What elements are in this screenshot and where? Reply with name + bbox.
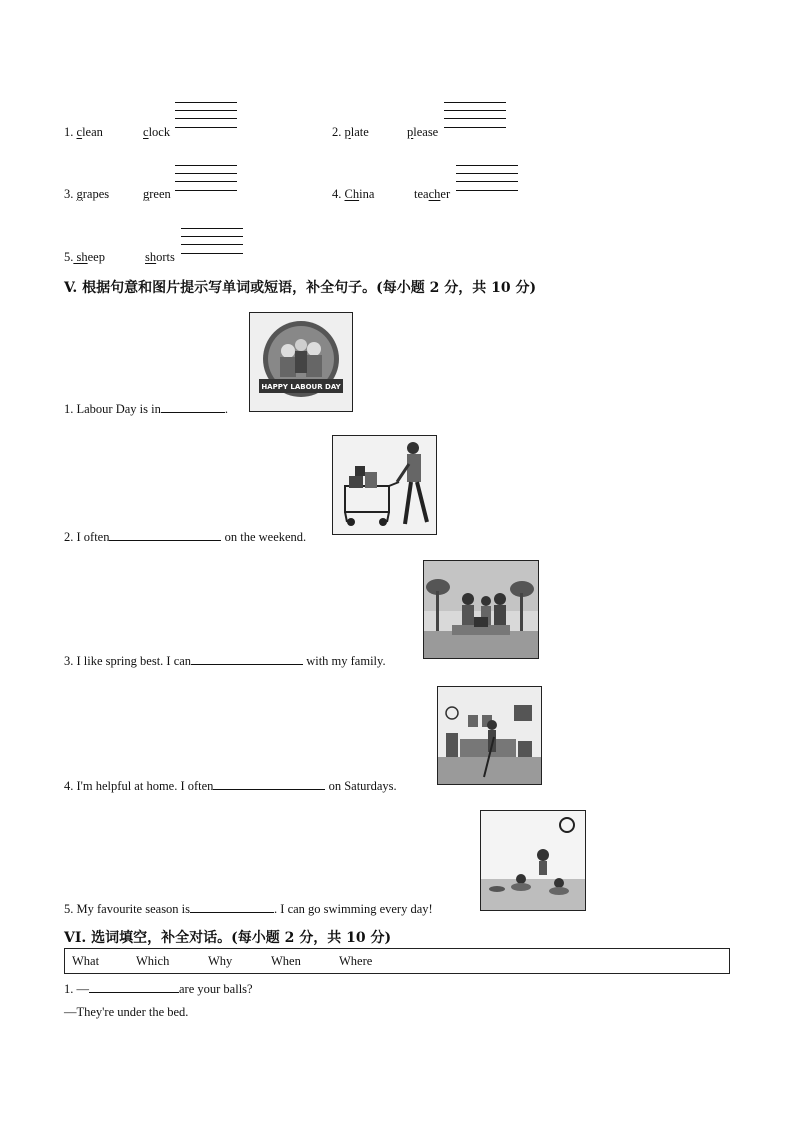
four-line-writing-grid[interactable]	[456, 163, 518, 193]
cleaning-room-image	[437, 686, 542, 785]
word-option[interactable]: Why	[208, 954, 233, 968]
sentence-5: 5. My favourite season is . I can go swimming every day!	[64, 902, 433, 916]
swimming-summer-image	[480, 810, 586, 911]
section-5-heading: V. 根据句意和图片提示写单词或短语，补全句子。(每小题 2 分，共 10 分)	[64, 280, 537, 296]
word-option[interactable]: What	[72, 954, 100, 968]
phonics-word: 2. plate	[332, 125, 369, 139]
answer-blank[interactable]	[213, 777, 325, 790]
phonics-word: 1. clean	[64, 125, 103, 139]
word-option[interactable]: Where	[339, 954, 373, 968]
four-line-writing-grid[interactable]	[175, 100, 237, 130]
word-option[interactable]: Which	[136, 954, 170, 968]
dialogue-answer-1: —They're under the bed.	[64, 1005, 189, 1019]
four-line-writing-grid[interactable]	[181, 226, 243, 256]
picnic-image	[423, 560, 539, 659]
answer-blank[interactable]	[89, 980, 179, 993]
section-6-heading: VI. 选词填空，补全对话。(每小题 2 分，共 10 分)	[64, 930, 392, 946]
sentence-4: 4. I'm helpful at home. I often on Saturdays.	[64, 779, 397, 793]
answer-blank[interactable]	[191, 652, 303, 665]
badge-text: HAPPY LABOUR DAY	[261, 383, 341, 391]
word-option[interactable]: When	[271, 954, 301, 968]
sentence-1: 1. Labour Day is in .	[64, 402, 228, 416]
phonics-word: 4. China	[332, 187, 375, 201]
shopping-cart-image	[332, 435, 437, 535]
phonics-word: teacher	[414, 187, 451, 201]
sentence-3: 3. I like spring best. I can with my family.	[64, 654, 386, 668]
four-line-writing-grid[interactable]	[175, 163, 237, 193]
word-bank	[64, 948, 730, 974]
phonics-word: please	[407, 125, 439, 139]
labour-day-badge-image	[249, 312, 353, 412]
answer-blank[interactable]	[109, 528, 221, 541]
phonics-word: green	[143, 187, 171, 201]
four-line-writing-grid[interactable]	[444, 100, 506, 130]
phonics-word: 5. sheep	[64, 250, 105, 264]
answer-blank[interactable]	[161, 400, 225, 413]
phonics-word: 3. grapes	[64, 187, 110, 201]
phonics-word: clock	[143, 125, 171, 139]
dialogue-question-1: 1. — are your balls?	[64, 982, 253, 996]
sentence-2: 2. I often on the weekend.	[64, 530, 307, 544]
answer-blank[interactable]	[190, 900, 274, 913]
phonics-word: shorts	[145, 250, 175, 264]
